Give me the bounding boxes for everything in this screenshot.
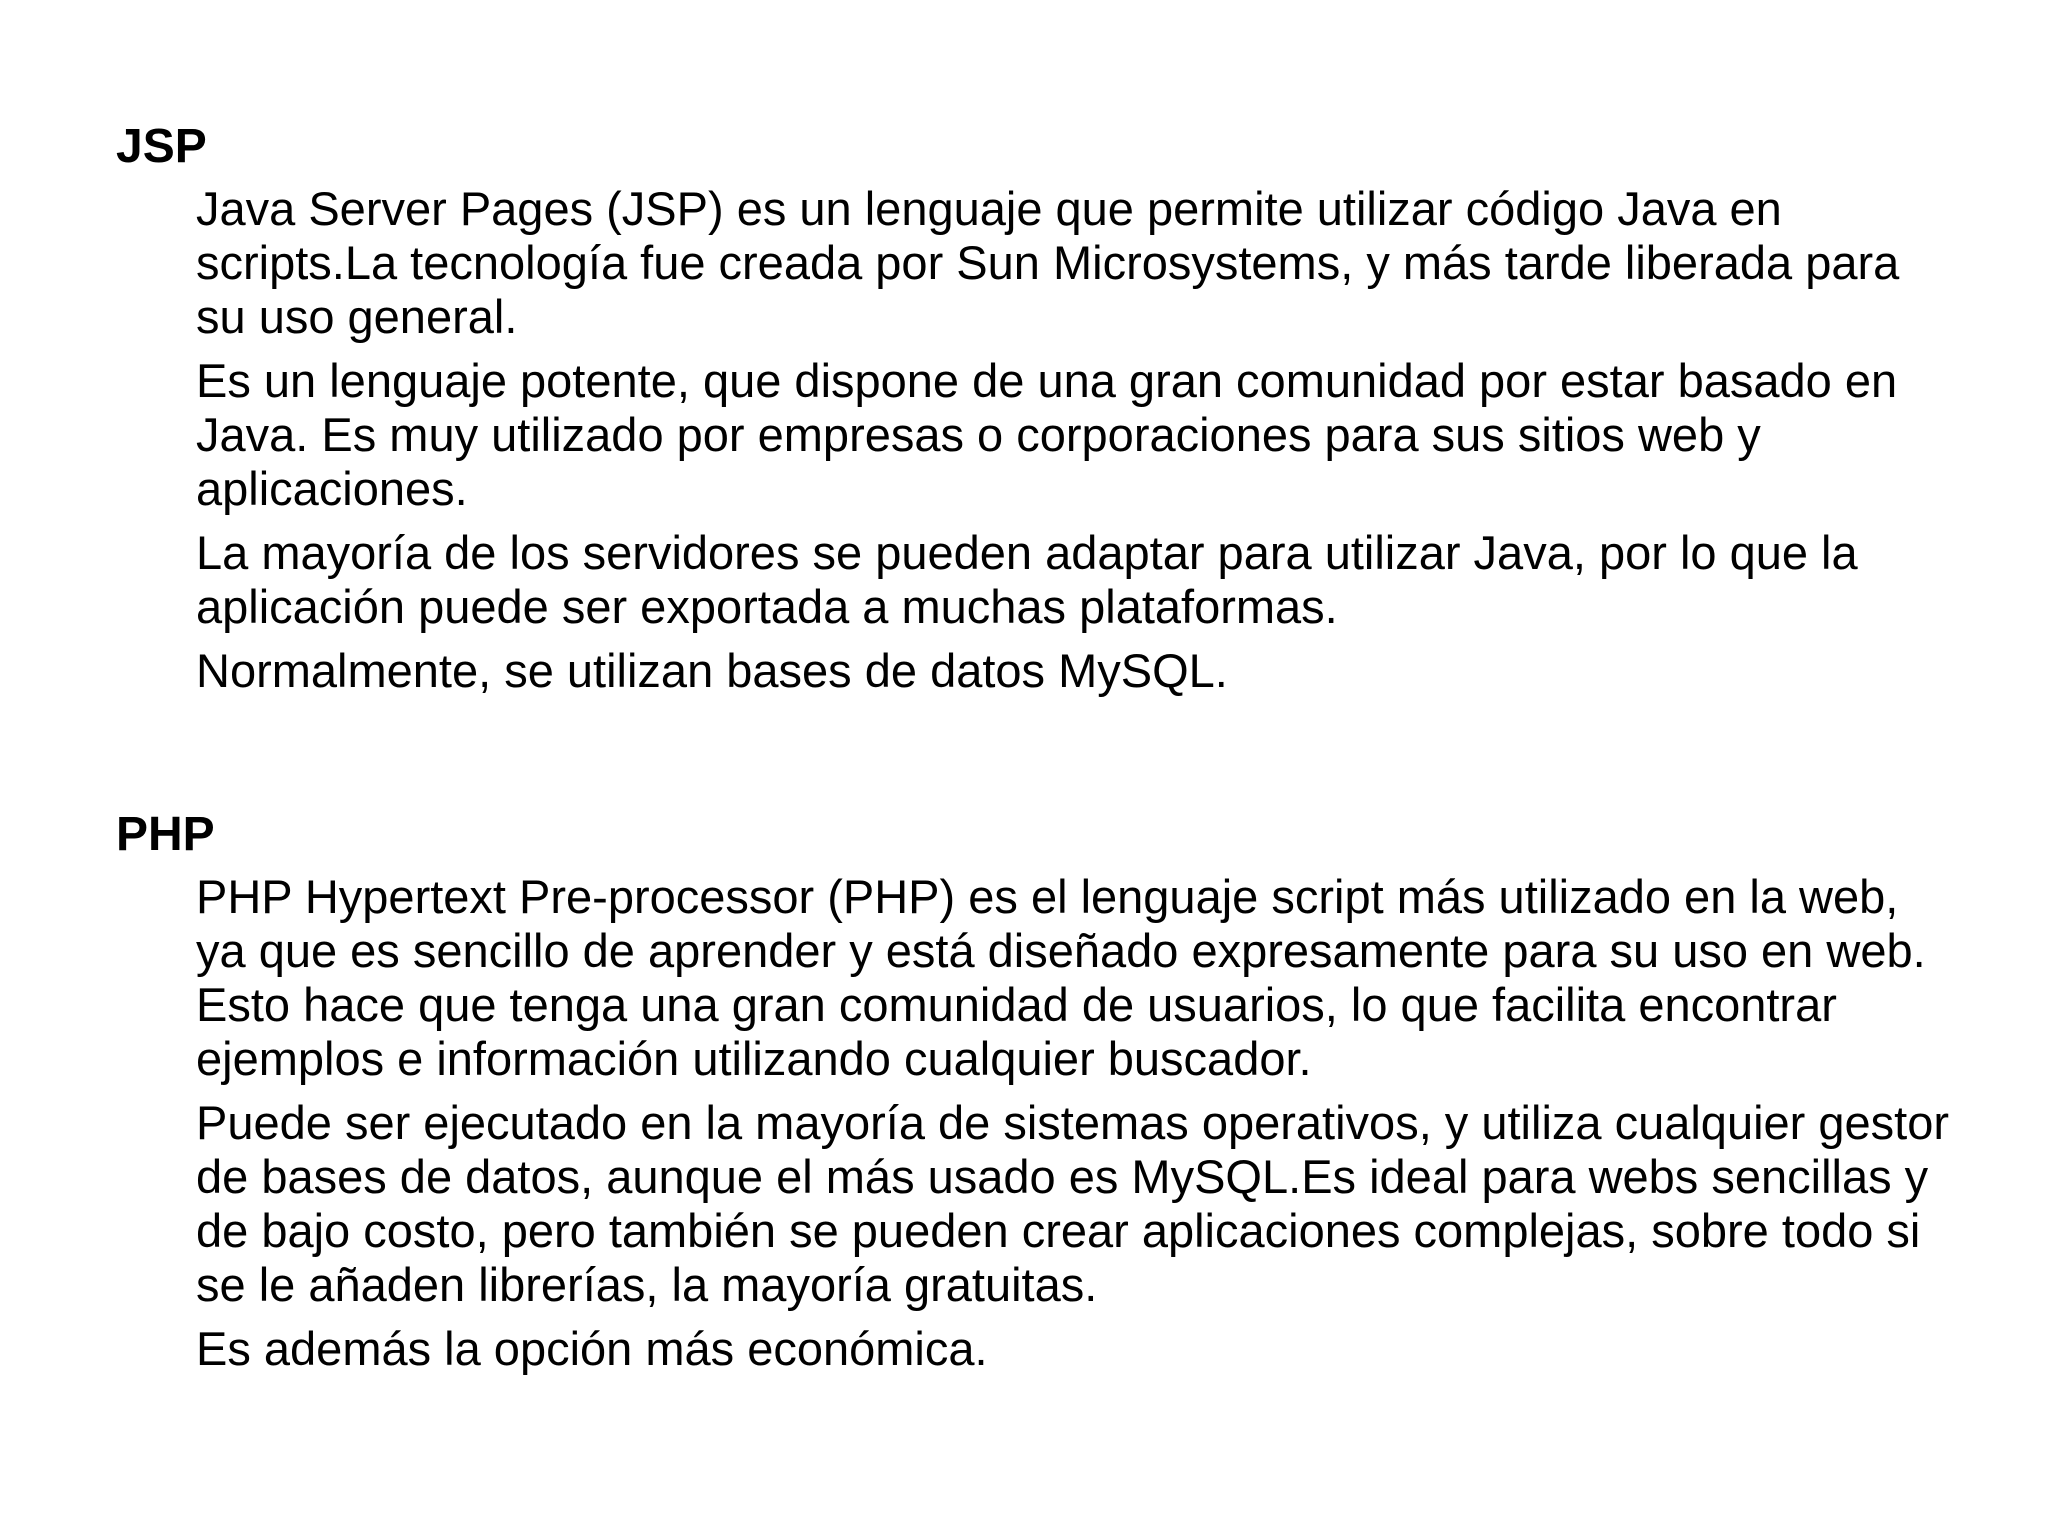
jsp-paragraph: Java Server Pages (JSP) es un lenguaje que permite utilizar código Java en scripts.La tecnología fue creada por Sun Microsystems, y más tarde liberada para su uso general. bbox=[196, 182, 1900, 343]
section-heading-php: PHP bbox=[116, 808, 215, 861]
jsp-paragraph: Normalmente, se utilizan bases de datos MySQL. bbox=[196, 644, 1228, 697]
section-heading-jsp: JSP bbox=[116, 120, 207, 173]
section-php bbox=[116, 806, 1956, 1386]
jsp-paragraph: Es un lenguaje potente, que dispone de una gran comunidad por estar basado en Java. Es muy utilizado por empresas o corporaciones para sus sitios web y aplicaciones. bbox=[196, 354, 1898, 515]
php-paragraph: Puede ser ejecutado en la mayoría de sistemas operativos, y utiliza cualquier gestor de bases de datos, aunque el más usado es MySQL.Es ideal para webs sencillas y de bajo costo, pero también se pueden crear aplicaciones complejas, sobre todo si se le añaden librerías, la mayoría gratuitas. bbox=[196, 1096, 1949, 1311]
php-paragraph: Es además la opción más económica. bbox=[196, 1322, 988, 1375]
jsp-paragraph: La mayoría de los servidores se pueden adaptar para utilizar Java, por lo que la aplicación puede ser exportada a muchas plataformas. bbox=[196, 526, 1858, 633]
section-jsp bbox=[116, 118, 1956, 708]
php-paragraph: PHP Hypertext Pre-processor (PHP) es el lenguaje script más utilizado en la web, ya que es sencillo de aprender y está diseñado expresamente para su uso en web. Esto hace que tenga una gran comunidad de usuarios, lo que facilita encontrar ejemplos e información utilizando cualquier buscador. bbox=[196, 870, 1926, 1085]
